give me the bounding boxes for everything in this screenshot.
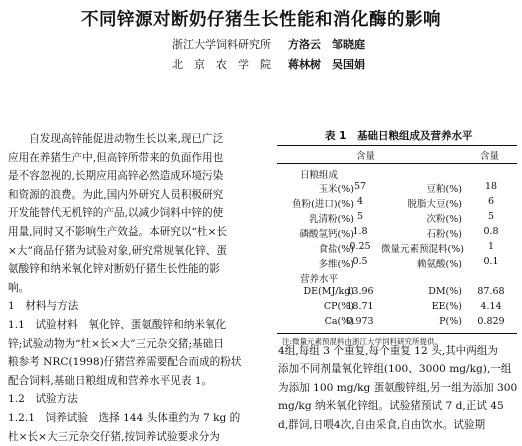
- row-value: 1: [470, 241, 512, 252]
- subsection-heading: 1.2 试验方法: [8, 390, 264, 409]
- row-label: 微量元素预混料(%): [378, 241, 464, 255]
- row-value: 87.68: [470, 286, 512, 297]
- table-header-rule: [277, 163, 517, 164]
- row-value: 57: [340, 181, 380, 192]
- body-line: 自发现高锌能促进动物生长以来,现已广泛: [8, 130, 264, 149]
- affiliation-2: 北 京 农 学 院: [172, 56, 271, 72]
- section-heading: 1 材料与方法: [8, 297, 264, 316]
- body-line: 响。: [8, 279, 264, 298]
- paper-title: 不同锌源对断奶仔猪生长性能和消化酶的影响: [0, 6, 522, 31]
- body-line: 杜×长×大三元杂交仔猪,按饲养试验要求分为: [8, 428, 264, 446]
- body-line: 粮参考 NRC(1998)仔猪营养需要配合而成的粉状: [8, 353, 264, 372]
- row-value: 18: [470, 181, 512, 192]
- row-label: P(%): [382, 316, 462, 327]
- row-label: EE(%): [382, 301, 462, 312]
- row-label: 玉米(%): [278, 181, 354, 195]
- row-value: 18.71: [338, 301, 382, 312]
- row-label: DE(MJ/kg): [278, 286, 354, 297]
- body-line: 添加不同剂量氧化锌组(100、3000 mg/kg),一组: [278, 360, 518, 379]
- row-label: 磷酸氢钙(%): [278, 226, 354, 240]
- row-value: 13.96: [338, 286, 382, 297]
- left-column: [8, 130, 264, 446]
- table-section-label: 日粮组成: [300, 167, 338, 181]
- table-title: 表 1 基础日粮组成及营养水平: [325, 128, 472, 143]
- body-line: mg/kg 纳米氧化锌组。试验猪预试 7 d,正试 45: [278, 397, 518, 416]
- row-label: 鱼粉(进口)(%): [278, 196, 354, 210]
- row-label: 多维(%): [278, 256, 354, 270]
- row-value: 4: [340, 196, 380, 207]
- body-line: 应用在养猪生产中,但高锌所带来的负面作用也: [8, 149, 264, 168]
- authors-1: 方洛云 邹晓庭: [288, 36, 365, 52]
- body-line: 和资源的浪费。为此,国内外研究人员积极研究: [8, 186, 264, 205]
- body-line: d,群饲,日喂4次,自由采食,自由饮水。试验期: [278, 416, 518, 435]
- row-label: 豆粕(%): [382, 181, 462, 195]
- row-label: 次粉(%): [382, 211, 462, 225]
- row-value: 5: [340, 211, 380, 222]
- row-value: 5: [470, 211, 512, 222]
- table-note: 注:微量元素预混料由浙江大学饲料研究所提供。: [282, 336, 442, 347]
- body-line: 4组,每组 3 个重复,每个重复 12 头,其中两组为: [278, 342, 518, 361]
- row-label: Ca(%): [278, 316, 354, 327]
- body-line: 是不容忽视的,长期应用高锌必然造成环境污染: [8, 167, 264, 186]
- column-header: 含量: [480, 148, 499, 162]
- row-value: 0.973: [338, 316, 382, 327]
- table-top-rule: [277, 145, 517, 146]
- body-line: 1.2.1 饲养试验 选择 144 头体重约为 7 kg 的: [8, 409, 264, 428]
- row-label: 乳清粉(%): [278, 211, 354, 225]
- body-line: 用量,同时又不影响生产效益。本研究以“杜×长: [8, 223, 264, 242]
- row-label: CP(%): [278, 301, 354, 312]
- column-header: 含量: [356, 148, 375, 162]
- body-line: 开发能替代无机锌的产品,以减少饲料中锌的使: [8, 204, 264, 223]
- row-value: 0.8: [470, 226, 512, 237]
- body-line: ×大”商品仔猪为试验对象,研究常规氧化锌、蛋: [8, 242, 264, 261]
- row-label: 脱脂大豆(%): [382, 196, 462, 210]
- row-label: 赖氨酸(%): [382, 256, 462, 270]
- right-column: [278, 323, 518, 435]
- row-value: 0.829: [470, 316, 512, 327]
- row-value: 6: [470, 196, 512, 207]
- body-line: 氨酸锌和纳米氧化锌对断奶仔猪生长性能的影: [8, 260, 264, 279]
- affiliation-1: 浙江大学饲料研究所: [172, 36, 271, 52]
- row-value: 0.5: [340, 256, 380, 267]
- row-value: 4.14: [470, 301, 512, 312]
- body-line: 为添加 100 mg/kg 蛋氨酸锌组,另一组为添加 300: [278, 379, 518, 398]
- table-section-label: 营养水平: [300, 271, 338, 285]
- row-label: DM(%): [382, 286, 462, 297]
- authors-2: 蒋林树 吴国娟: [288, 56, 365, 72]
- row-label: 石粉(%): [382, 226, 462, 240]
- row-label: 食盐(%): [278, 241, 354, 255]
- body-line: 1.1 试验材料 氧化锌、蛋氨酸锌和纳米氧化: [8, 316, 264, 335]
- body-line: 配合饲料,基础日粮组成和营养水平见表 1。: [8, 372, 264, 391]
- body-line: 锌;试验动物为“杜×长×大”三元杂交猪;基础日: [8, 335, 264, 354]
- row-value: 0.25: [340, 241, 380, 252]
- row-value: 1.8: [340, 226, 380, 237]
- row-value: 0.1: [470, 256, 512, 267]
